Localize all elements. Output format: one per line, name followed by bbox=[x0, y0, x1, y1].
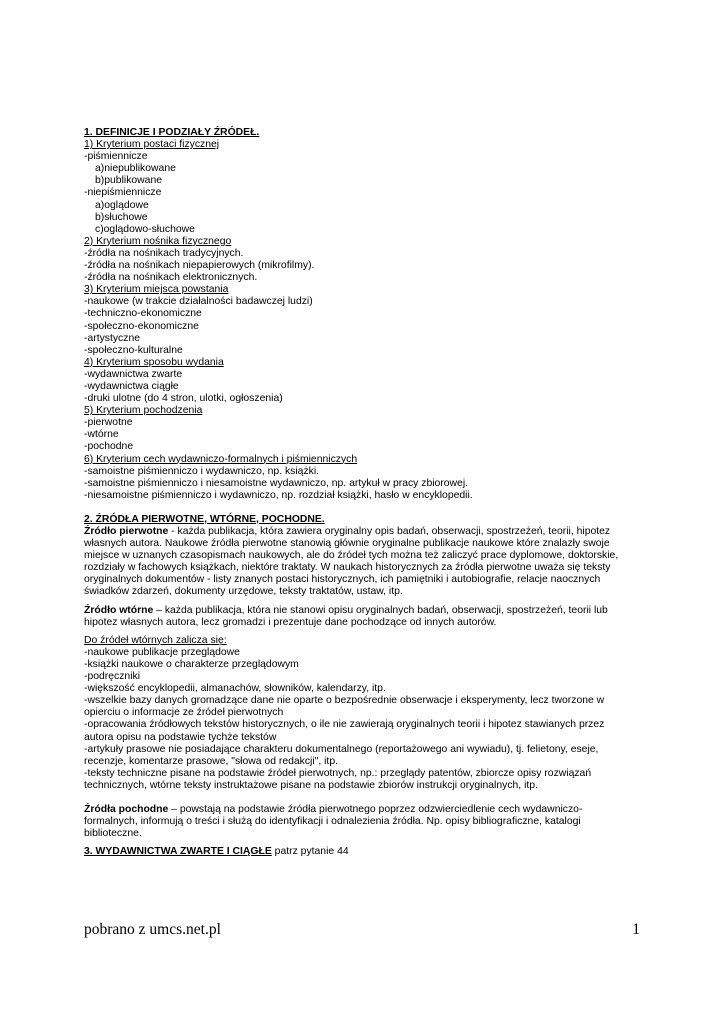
list-item: recenzje, komentarze prasowe, "słowa od redakcji", itp. bbox=[84, 755, 338, 767]
paragraph-line: rozdziały w fachowych książkach, niektóre traktaty. W naukach historycznych za źródła pierwotne uważa się teksty bbox=[84, 562, 611, 574]
paragraph-line: - każda publikacja, która zawiera oryginalny opis badań, obserwacji, spostrzeżeń, teorii, hipotez bbox=[168, 526, 611, 537]
section-3-reference: patrz pytanie 44 bbox=[271, 846, 349, 858]
list-item: -wydawnictwa ciągłe bbox=[84, 380, 179, 392]
list-item: -opracowania źródłowych tekstów historycznych, o ile nie zawierają oryginalnych teorii i hipotez stawianych przez bbox=[84, 719, 605, 731]
secondary-list bbox=[84, 647, 644, 792]
secondary-list-title: Do źródeł wtórnych zalicza się: bbox=[84, 634, 227, 646]
paragraph-line: – powstają na podstawie źródła pierwotnego poprzez odzwierciedlenie cech wydawniczo- bbox=[168, 803, 583, 815]
primary-source-paragraph bbox=[84, 526, 644, 599]
list-item: -pierwotne bbox=[84, 417, 133, 429]
footer-source: pobrano z umcs.net.pl bbox=[84, 921, 221, 938]
list-item: -źródła na nośnikach niepapierowych (mikrofilmy). bbox=[84, 260, 315, 272]
list-item: -samoistne piśmienniczo i niesamoistne wydawniczo, np. artykuł w pracy zbiorowej. bbox=[84, 477, 469, 489]
list-item: c)oglądowo-słuchowe bbox=[95, 223, 195, 235]
paragraph-line: – każda publikacja, która nie stanowi opisu oryginalnych badań, obserwacji, spostrzeżeń, teorii lub bbox=[153, 604, 608, 616]
criterion-3-title: 3) Kryterium miejsca powstania bbox=[84, 284, 229, 296]
list-item: -wydawnictwa zwarte bbox=[84, 368, 183, 380]
paragraph-line: świadków zdarzeń, dokumenty urzędowe, teksty traktatów, ustaw, itp. bbox=[84, 586, 403, 598]
list-item: -samoistne piśmienniczo i wydawniczo, np. książki. bbox=[84, 465, 320, 477]
section-3-heading: 3. WYDAWNICTWA ZWARTE I CIĄGŁE bbox=[84, 846, 272, 858]
paragraph-line: miejsce w uznanych czasopismach naukowych, ale do źródeł tych można też zaliczyć prace dyplomowe, doktorskie, bbox=[84, 550, 619, 562]
list-item: -pochodne bbox=[84, 441, 134, 453]
criterion-5-title: 5) Kryterium pochodzenia bbox=[84, 405, 203, 417]
list-item: -niepiśmiennicze bbox=[84, 187, 162, 199]
paragraph-line: oryginalnych dokumentów - listy znanych postaci historycznych, ich pamiętniki i autobiografie, relacje naocznych bbox=[84, 574, 601, 586]
list-item: -społeczno-ekonomiczne bbox=[84, 320, 199, 332]
list-item: -większość encyklopedii, almanachów, słowników, kalendarzy, itp. bbox=[84, 683, 386, 695]
list-item: -naukowe (w trakcie działalności badawczej ludzi) bbox=[84, 296, 313, 308]
primary-source-term: Źródło pierwotne bbox=[84, 526, 169, 537]
list-item: -niesamoistne piśmienniczo i wydawniczo, np. rozdział książki, hasło w encyklopedii. bbox=[84, 489, 473, 501]
criterion-1-title: 1) Kryterium postaci fizycznej bbox=[84, 139, 220, 151]
criterion-4-title: 4) Kryterium sposobu wydania bbox=[84, 356, 224, 368]
list-item: -piśmiennicze bbox=[84, 151, 148, 163]
list-item: opierciu o informacje ze źródeł pierwotnych bbox=[84, 707, 284, 719]
list-item: -podręczniki bbox=[84, 671, 141, 683]
list-item: -wtórne bbox=[84, 429, 119, 441]
list-item: -wszelkie bazy danych gromadzące dane nie oparte o bezpośrednie obserwacje i eksperymenty, lecz tworzone w bbox=[84, 695, 605, 707]
derived-source-paragraph bbox=[84, 804, 644, 840]
list-item: -źródła na nośnikach elektronicznych. bbox=[84, 272, 258, 284]
criterion-1-list bbox=[84, 151, 644, 236]
list-item: -naukowe publikacje przeglądowe bbox=[84, 646, 240, 658]
section-2-heading: 2. ŹRÓDŁA PIERWOTNE, WTÓRNE, POCHODNE. bbox=[84, 513, 325, 525]
list-item: a)oglądowe bbox=[95, 199, 149, 211]
secondary-source-paragraph bbox=[84, 605, 644, 629]
list-item: b)słuchowe bbox=[95, 211, 148, 223]
list-item: -artystyczne bbox=[84, 332, 141, 344]
criterion-6-title: 6) Kryterium cech wydawniczo-formalnych i piśmienniczych bbox=[84, 453, 358, 465]
secondary-source-term: Źródło wtórne bbox=[84, 604, 154, 616]
list-item: -artykuły prasowe nie posiadające charakteru dokumentalnego (reportażowego ani wywiadu), tj. felietony, eseje, bbox=[84, 743, 599, 755]
list-item: -teksty techniczne pisane na podstawie źródeł pierwotnych, np.: przeglądy patentów, zbiorcze opisy rozwiązań bbox=[84, 767, 592, 779]
list-item: technicznych, wtórne teksty instruktażowe pisane na podstawie zbiorów instrukcji oryginalnych, itp. bbox=[84, 779, 538, 791]
list-item: a)niepublikowane bbox=[95, 163, 176, 175]
list-item: -książki naukowe o charakterze przeglądowym bbox=[84, 658, 299, 670]
criterion-2-title: 2) Kryterium nośnika fizycznego bbox=[84, 235, 232, 247]
list-item: -społeczno-kulturalne bbox=[84, 344, 183, 356]
spacer bbox=[84, 502, 644, 514]
list-item: -druki ulotne (do 4 stron, ulotki, ogłoszenia) bbox=[84, 393, 283, 405]
list-item: autora opisu na podstawie tychże tekstów bbox=[84, 731, 277, 743]
document-body bbox=[84, 127, 644, 858]
list-item: -techniczno-ekonomiczne bbox=[84, 308, 202, 320]
derived-source-term: Źródła pochodne bbox=[84, 803, 169, 815]
list-item: b)publikowane bbox=[95, 175, 163, 187]
paragraph-line: hipotez własnych autora, lecz gromadzi i prezentuje dane pochodzące od innych autorów. bbox=[84, 616, 497, 628]
paragraph-line: biblioteczne. bbox=[84, 828, 142, 840]
section-3-line bbox=[84, 846, 644, 858]
paragraph-line: własnych autora. Naukowe źródła pierwotne stanowią głównie oryginalne publikacje naukowe które znalazły swoje bbox=[84, 538, 610, 550]
page-number: 1 bbox=[632, 921, 640, 938]
spacer bbox=[84, 792, 644, 804]
paragraph-line: formalnych, informują o treści i służą do identyfikacji i odnalezienia źródła. Np. opisy bibliograficzne, katalogi bbox=[84, 816, 581, 828]
list-item: -źródła na nośnikach tradycyjnych. bbox=[84, 247, 244, 259]
section-1-heading: 1. DEFINICJE I PODZIAŁY ŹRÓDEŁ. bbox=[84, 127, 260, 138]
